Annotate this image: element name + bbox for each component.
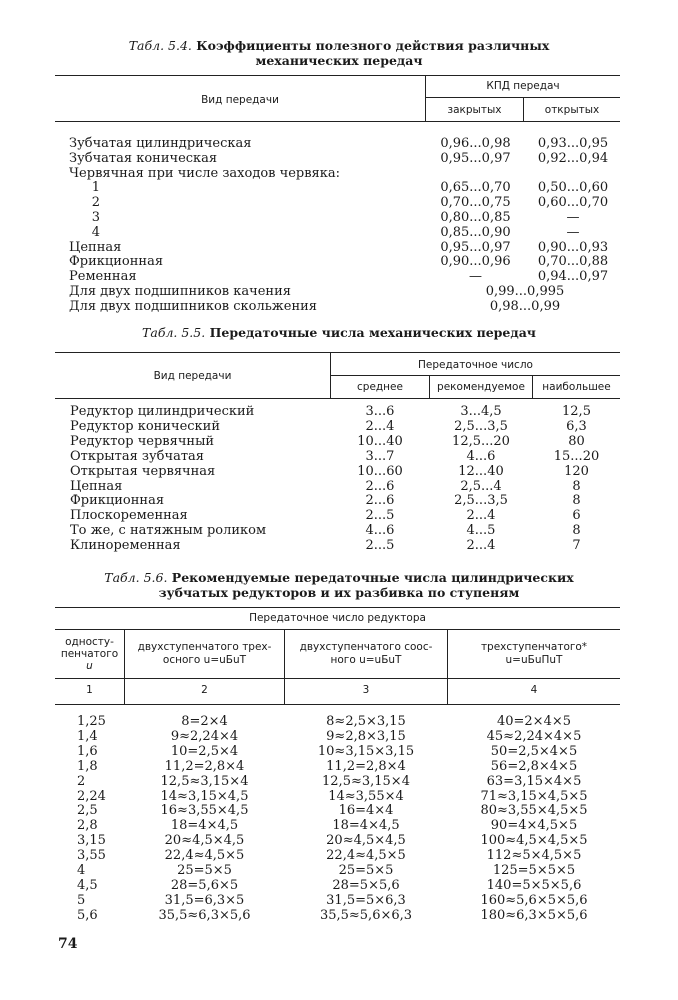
table54-row-open: 0,94...0,97 (537, 269, 609, 285)
table54-row-name: 2 (91, 195, 100, 211)
table56-row-c2: 16≈3,55×4,5 (160, 803, 249, 819)
table54-row-closed: 0,95...0,97 (440, 150, 511, 166)
table55-row-max: 6 (572, 508, 581, 524)
table56-row-c2: 14≈3,15×4,5 (160, 788, 249, 804)
table55-row-rec: 12,5...20 (452, 433, 510, 449)
table55-row-avg: 2...4 (365, 418, 395, 434)
table56-row-c2: 18=4×4,5 (170, 818, 239, 834)
table56-col-group: Передаточное число редуктора (249, 612, 426, 624)
table54-row-closed: 0,65...0,70 (440, 180, 511, 196)
table56-col1-line3: u (86, 660, 93, 672)
table56-row-c2: 22,4≈4,5×5 (164, 848, 245, 864)
table54-row-name: Зубчатая коническая (69, 150, 218, 166)
table55-row-rec: 2,5...3,5 (454, 418, 508, 434)
table55-row (0, 524, 678, 539)
table55-row-name: Открытая зубчатая (70, 448, 204, 464)
table54-row-name: 1 (91, 180, 100, 196)
table56-row (0, 790, 678, 805)
table56-col2-line2: осного u=uБuТ (162, 654, 247, 666)
table54-top-rule (55, 75, 620, 76)
table54-row (0, 255, 678, 270)
table54-row-name: Цепная (69, 239, 122, 255)
table55-row-avg: 4...6 (365, 523, 395, 539)
table56-row-c3: 10≈3,15×3,15 (317, 743, 415, 759)
table56-row-c2: 8=2×4 (181, 714, 228, 729)
table54-row-closed: 0,96...0,98 (440, 136, 511, 151)
table56-num3: 3 (362, 684, 370, 696)
table56-row-u: 1,6 (77, 743, 98, 759)
table56-row (0, 745, 678, 760)
table55-row-name: Редуктор цилиндрический (70, 404, 255, 419)
table55-row-max: 8 (572, 478, 581, 494)
table56-col4-line2: u=uБuПuТ (505, 654, 563, 666)
table55-row-avg: 3...7 (365, 448, 395, 464)
table55-col-max: наибольшее (542, 381, 611, 393)
table55-row-max: 12,5 (562, 404, 591, 419)
table55-col-rec: рекомендуемое (437, 381, 525, 393)
table55-row-max: 6,3 (566, 418, 587, 434)
table55-row (0, 465, 678, 480)
table54-row (0, 167, 678, 182)
table54-row-open: 0,93...0,95 (537, 136, 609, 151)
table54-row-closed: 0,95...0,97 (440, 239, 511, 255)
table56-row-c3: 25=5×5 (338, 863, 394, 878)
table55-row-name: Фрикционная (70, 493, 165, 509)
table55-row-max: 7 (572, 538, 581, 554)
table56-row-c3: 9≈2,8×3,15 (326, 728, 406, 744)
table56-num1: 1 (86, 684, 93, 696)
table54-row-closed: 0,85...0,90 (440, 224, 511, 240)
table56-group-rule (55, 629, 620, 630)
table56-num-rule (55, 704, 620, 705)
table56-row-c2: 11,2=2,8×4 (164, 758, 245, 774)
table54-row (0, 152, 678, 167)
table55-row-rec: 12...40 (458, 463, 504, 479)
table55-row-rec: 2,5...4 (460, 478, 502, 494)
table56-row (0, 834, 678, 849)
table56-row (0, 879, 678, 894)
table56-row-c3: 35,5≈5,6×6,3 (319, 907, 413, 923)
table56-row-c4: 71≈3,15×4,5×5 (480, 788, 588, 804)
table56-row-c2: 12,5≈3,15×4 (160, 773, 249, 789)
table56-row (0, 894, 678, 909)
table56-row-c4: 125=5×5×5 (492, 863, 576, 878)
table56-row-c3: 22,4≈4,5×5 (326, 848, 406, 864)
table56-col2 (125, 641, 284, 667)
table56-row-c4: 40=2×4×5 (496, 714, 572, 729)
table54-row-merged: 0,99...0,995 (485, 284, 565, 299)
table56-row-u: 2 (77, 773, 86, 789)
table56-row-u: 2,24 (77, 788, 106, 804)
table56-row-c4: 140=5×5×5,6 (486, 877, 582, 893)
table56-row-c2: 28=5,6×5 (170, 877, 239, 893)
table56-row-c4: 180≈6,3×5×5,6 (480, 907, 588, 923)
table56-row-c2: 31,5=6,3×5 (164, 892, 245, 908)
table56-row (0, 909, 678, 924)
table54-row-open: 0,50...0,60 (537, 180, 609, 196)
table55-row (0, 450, 678, 465)
table55-row (0, 435, 678, 450)
table56-row-u: 3,15 (77, 833, 106, 849)
table55-row-max: 8 (572, 493, 581, 509)
table56-row-c2: 9≈2,24×4 (170, 728, 239, 744)
table56-row-c3: 8≈2,5×3,15 (326, 714, 406, 729)
table55-row-name: Плоскоременная (70, 508, 188, 524)
table54-row-merged: 0,98...0,99 (489, 298, 561, 314)
table55-row-name: Редуктор конический (70, 418, 220, 434)
table56-col1 (55, 636, 124, 672)
table56-row-u: 4,5 (77, 877, 98, 893)
table56-num4: 4 (530, 684, 538, 696)
table55-row-max: 120 (564, 463, 589, 479)
table56-row-c3: 12,5≈3,15×4 (322, 773, 410, 789)
table54-row-name: Фрикционная (69, 254, 164, 270)
table54-row (0, 270, 678, 285)
table54-header-rule (55, 121, 620, 122)
table55-col-ratio: Передаточное число (418, 359, 533, 371)
table56-col4 (448, 641, 620, 667)
table55-caption-label: Табл. 5.5. (142, 325, 206, 340)
table54-row (0, 211, 678, 226)
table54-row-name: Для двух подшипников скольжения (69, 298, 317, 314)
table54-row (0, 226, 678, 241)
table56-row-u: 1,8 (77, 758, 98, 774)
table54-row-open: — (566, 210, 580, 225)
table56-header-rule (55, 678, 620, 679)
table56-row-u: 3,55 (77, 848, 106, 864)
table56-row-c3: 11,2=2,8×4 (326, 758, 406, 774)
table54-col-closed: закрытых (447, 104, 502, 116)
table54-row (0, 300, 678, 315)
table56-row-c3: 18=4×4,5 (332, 818, 400, 834)
table55-col-avg: среднее (357, 381, 403, 393)
table56-row-u: 1,25 (77, 714, 106, 729)
table54-row-name: 4 (91, 224, 100, 240)
table55-row (0, 539, 678, 554)
table54-row-closed: — (469, 269, 482, 285)
table54-row (0, 196, 678, 211)
table56-row-c4: 90=4×4,5×5 (490, 818, 578, 834)
table56-row-c4: 100≈4,5×4,5×5 (480, 833, 588, 849)
table56-row-c3: 20≈4,5×4,5 (326, 833, 406, 849)
table56-row-c4: 63=3,15×4×5 (486, 773, 582, 789)
table55-row-avg: 10...60 (357, 463, 403, 479)
table55-row-name: Цепная (70, 478, 123, 494)
table54-row-name: Ременная (69, 269, 137, 285)
table54-row-name: Зубчатая цилиндрическая (69, 136, 252, 151)
table56-col1-line2: пенчатого (60, 648, 119, 660)
table56-row (0, 849, 678, 864)
table55-row-rec: 2...4 (466, 538, 496, 554)
table54-row-closed: 0,80...0,85 (440, 210, 511, 225)
table55-row-avg: 2...6 (365, 493, 395, 509)
table56-row-u: 2,8 (77, 818, 98, 834)
table56-row-c2: 20≈4,5×4,5 (164, 833, 245, 849)
table54-row-open: — (566, 224, 580, 240)
table55-top-rule (55, 352, 620, 353)
table55-row-rec: 4...5 (466, 523, 496, 539)
table54-row (0, 137, 678, 152)
table55-row-rec: 2...4 (466, 508, 496, 524)
table56-col3-line2: ного u=uБuТ (330, 654, 402, 666)
table56-row (0, 775, 678, 790)
table56-row-u: 4 (77, 863, 86, 878)
table55-row-avg: 2...6 (365, 478, 395, 494)
table54-row (0, 285, 678, 300)
table56-col2-line1: двухступенчатого трех- (137, 641, 272, 653)
table55-row-rec: 4...6 (466, 448, 496, 464)
table56-row (0, 864, 678, 879)
table55-row-avg: 2...5 (365, 538, 395, 554)
table55-row (0, 405, 678, 420)
table55-caption (0, 325, 678, 340)
table54-row-closed: 0,90...0,96 (440, 254, 511, 270)
table56-row-c4: 112≈5×4,5×5 (486, 848, 582, 864)
table55-row-avg: 3...6 (365, 404, 395, 419)
table54-row-open: 0,92...0,94 (537, 150, 609, 166)
table55-row-avg: 2...5 (365, 508, 395, 524)
table55-row (0, 420, 678, 435)
table55-row-rec: 3...4,5 (460, 404, 502, 419)
table56-col4-line1: трехступенчатого* (480, 641, 588, 653)
table54-caption-label: Табл. 5.4. (128, 38, 192, 53)
table56-row-c4: 50=2,5×4×5 (490, 743, 578, 759)
table56-col1-line1: односту- (65, 636, 114, 648)
table56-num2: 2 (201, 684, 208, 696)
table55-row (0, 494, 678, 509)
table56-caption-title: Рекомендуемые передаточные числа цилиндрических (171, 570, 574, 585)
table55-row (0, 509, 678, 524)
table54-row-name: Червячная при числе заходов червяка: (69, 165, 341, 181)
table55-caption-title: Передаточные числа механических передач (209, 325, 536, 340)
table54-row-closed: 0,70...0,75 (440, 195, 511, 211)
table54-row-open: 0,60...0,70 (537, 195, 609, 211)
table56-row-c2: 25=5×5 (177, 863, 232, 878)
table55-row-avg: 10...40 (357, 433, 403, 449)
table56-row-c3: 16=4×4 (338, 803, 394, 819)
table55-row-rec: 2,5...3,5 (454, 493, 508, 509)
table54-row-open: 0,70...0,88 (537, 254, 609, 270)
table56-row-c4: 160≈5,6×5×5,6 (480, 892, 588, 908)
table56-row-c4: 45≈2,24×4×5 (486, 728, 582, 744)
table55-row (0, 480, 678, 495)
table56-row (0, 819, 678, 834)
page-number: 74 (58, 936, 78, 952)
table54-caption-line2: механических передач (255, 53, 423, 68)
table56-caption-label: Табл. 5.6. (104, 570, 168, 585)
table54-col-open: открытых (544, 104, 600, 116)
table56-top-rule (55, 607, 620, 608)
table56-col3 (285, 641, 447, 667)
table56-row (0, 730, 678, 745)
table56-row-c4: 56=2,8×4×5 (490, 758, 578, 774)
table56-row (0, 804, 678, 819)
table56-row-c3: 28=5×5,6 (332, 877, 400, 893)
table55-row-max: 8 (572, 523, 581, 539)
table54-row (0, 241, 678, 256)
table56-row-c2: 10=2,5×4 (170, 743, 239, 759)
table55-row-max: 80 (568, 433, 585, 449)
table54-row (0, 181, 678, 196)
table54-col-type: Вид передачи (201, 94, 279, 106)
table55-row-name: Редуктор червячный (70, 433, 215, 449)
table56-row-c3: 14≈3,55×4 (328, 788, 404, 804)
table55-col-type: Вид передачи (153, 370, 232, 382)
table54-col-kpd: КПД передач (486, 80, 560, 92)
table56-row (0, 715, 678, 730)
table54-row-open: 0,90...0,93 (537, 239, 609, 255)
table55-row-name: Открытая червячная (70, 463, 216, 479)
table55-header-rule (55, 398, 620, 399)
table55-row-name: Клиноременная (70, 538, 181, 554)
table54-row-name: Для двух подшипников качения (69, 284, 291, 299)
table55-row-max: 15...20 (553, 448, 600, 464)
table56-caption-line2: зубчатых редукторов и их разбивка по ступеням (158, 585, 520, 600)
table56-row (0, 760, 678, 775)
table56-col3-line1: двухступенчатого соос- (299, 641, 433, 653)
table56-row-u: 5,6 (77, 907, 98, 923)
table54-caption (0, 38, 678, 53)
table56-row-u: 2,5 (77, 803, 98, 819)
table54-caption-title: Коэффициенты полезного действия различных (196, 38, 550, 53)
table56-row-u: 1,4 (77, 728, 98, 744)
table56-row-u: 5 (77, 892, 86, 908)
table56-caption (0, 570, 678, 585)
table56-row-c3: 31,5=5×6,3 (326, 892, 406, 908)
table56-row-c4: 80≈3,55×4,5×5 (480, 803, 588, 819)
table54-row-name: 3 (91, 210, 100, 225)
table55-row-name: То же, с натяжным роликом (70, 523, 267, 539)
table56-row-c2: 35,5≈6,3×5,6 (158, 907, 251, 923)
table55-sub-rule (331, 375, 620, 376)
